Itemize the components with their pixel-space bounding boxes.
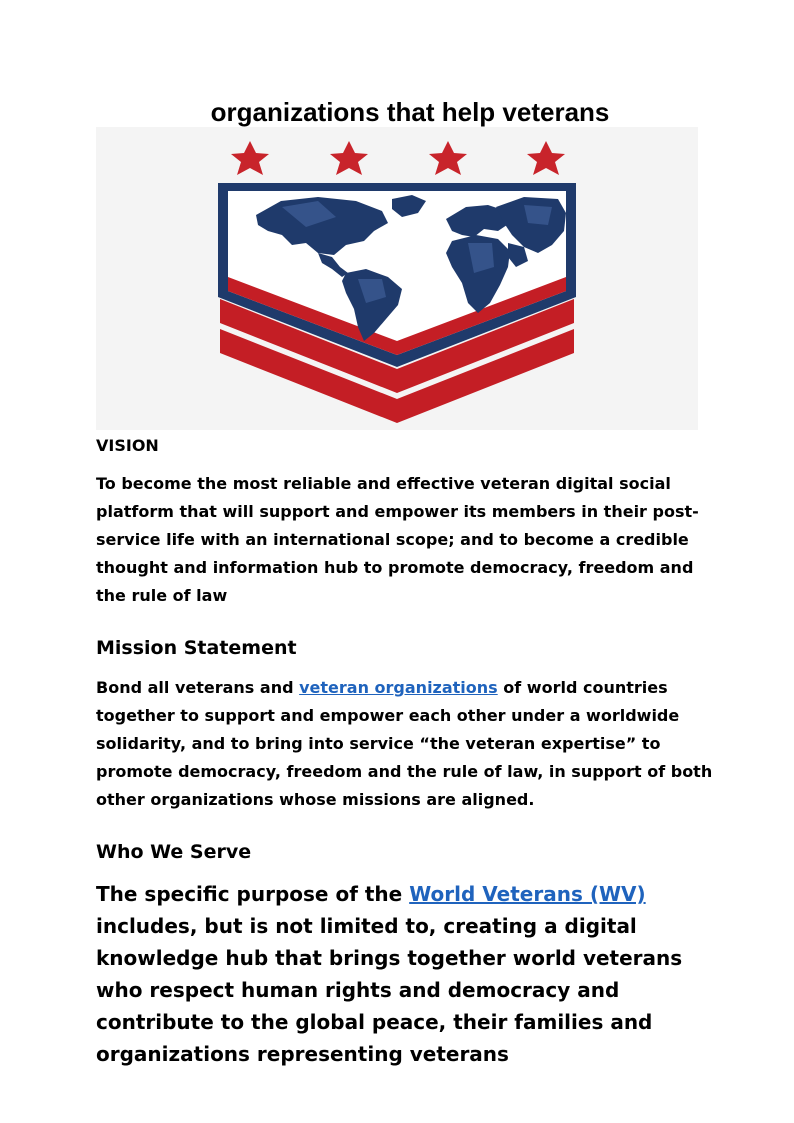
world-veterans-link[interactable]: World Veterans (WV) (409, 882, 646, 906)
serve-text-after: includes, but is not limited to, creating a digital knowledge hub that brings together world veterans who respect human rights and democracy and contribute to the global peace, their families and organizations representing veterans (96, 914, 683, 1066)
logo-image (96, 127, 698, 430)
serve-heading: Who We Serve (96, 841, 252, 863)
veteran-organizations-link[interactable]: veteran organizations (299, 678, 498, 697)
vision-text: To become the most reliable and effective veteran digital social platform that will support and empower its members in their post-service life with an international scope; and to become a credible thought and information hub to promote democracy, freedom and the rule of law (96, 474, 699, 605)
mission-text (96, 674, 716, 814)
page-title: organizations that help veterans (210, 97, 610, 127)
serve-text-before: The specific purpose of the (96, 882, 410, 906)
serve-text (96, 878, 716, 1070)
vision-heading: VISION (96, 436, 159, 455)
mission-heading: Mission Statement (96, 637, 297, 659)
veterans-shield-icon (96, 127, 698, 430)
mission-text-before: Bond all veterans and (96, 678, 300, 697)
main-content (96, 430, 716, 1070)
mission-text-after: of world countries together to support and empower each other under a worldwide solidarity, and to bring into service “the veteran expertise” to promote democracy, freedom and the rule of law, in support of both other organizations whose missions are aligned. (96, 678, 713, 809)
